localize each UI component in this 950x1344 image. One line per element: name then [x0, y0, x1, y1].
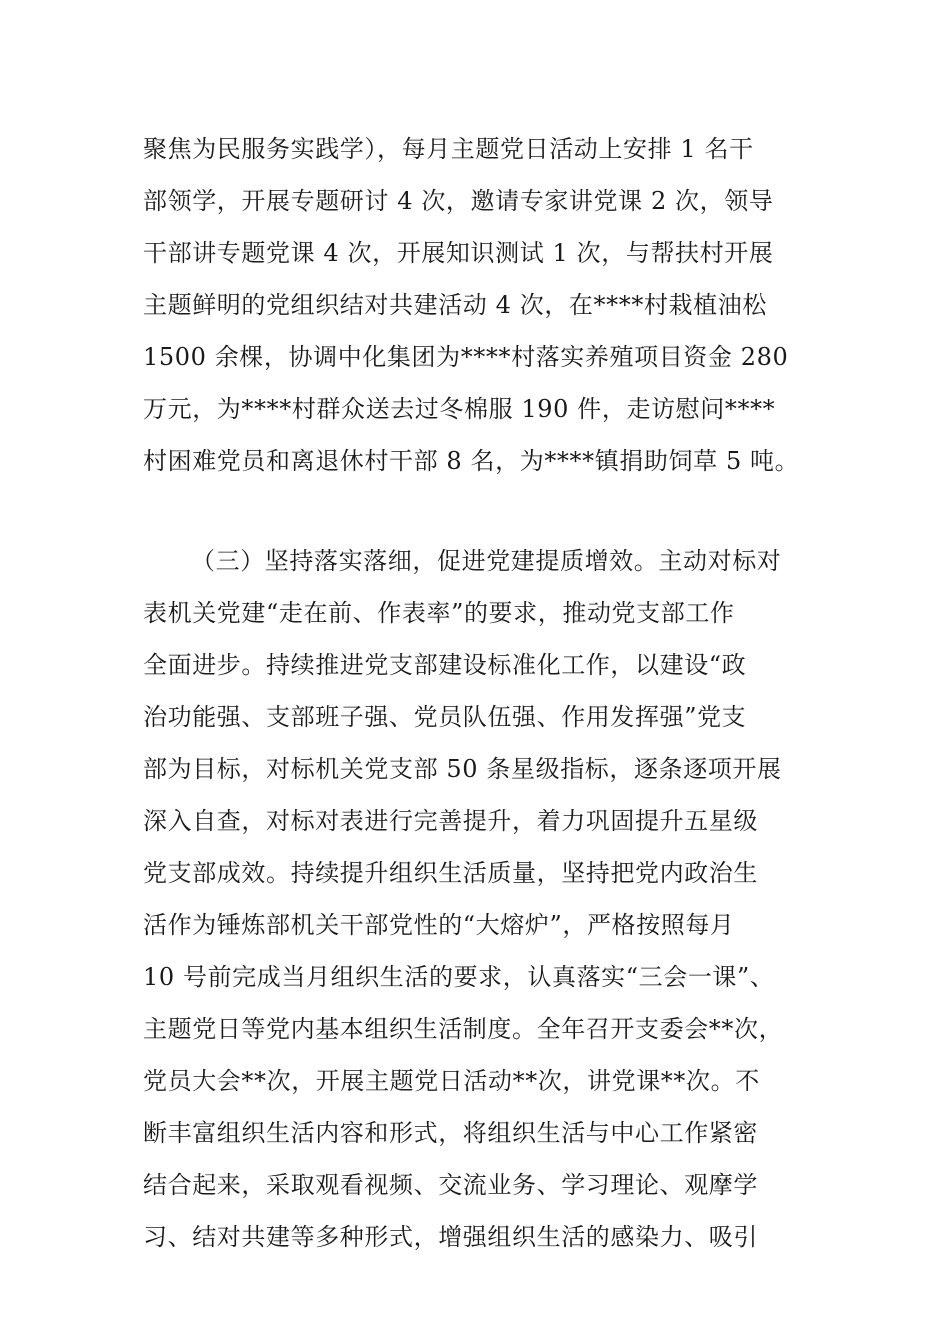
paragraph-line: 活作为锤炼部机关干部党性的“大熔炉”，严格按照每月 — [143, 911, 735, 939]
paragraph-line: 主题党日等党内基本组织生活制度。全年召开支委会**次， — [143, 1015, 784, 1043]
paragraph-line: 10 号前完成当月组织生活的要求，认真落实“三会一课”、 — [143, 963, 775, 991]
paragraph-line: 表机关党建“走在前、作表率”的要求，推动党支部工作 — [143, 599, 735, 627]
paragraph-line: 治功能强、支部班子强、党员队伍强、作用发挥强”党支 — [143, 703, 747, 731]
paragraph-line: 村困难党员和离退休村干部 8 名，为****镇捐助饲草 5 吨。 — [143, 447, 800, 475]
paragraph-line: 部领学，开展专题研讨 4 次，邀请专家讲党课 2 次，领导 — [143, 187, 774, 215]
paragraph-line: 1500 余棵，协调中化集团为****村落实养殖项目资金 280 — [143, 343, 789, 371]
paragraph-line: 全面进步。持续推进党支部建设标准化工作，以建设“政 — [143, 651, 747, 679]
paragraph-line: 习、结对共建等多种形式，增强组织生活的感染力、吸引 — [143, 1223, 758, 1251]
section-heading-line: （三）坚持落实落细，促进党建提质增效。主动对标对 — [191, 547, 782, 575]
paragraph-line: 党员大会**次，开展主题党日活动**次，讲党课**次。不 — [143, 1067, 760, 1095]
paragraph-line: 干部讲专题党课 4 次，开展知识测试 1 次，与帮扶村开展 — [143, 239, 774, 267]
paragraph-line: 结合起来，采取观看视频、交流业务、学习理论、观摩学 — [143, 1171, 758, 1199]
paragraph-line: 党支部成效。持续提升组织生活质量，坚持把党内政治生 — [143, 859, 758, 887]
paragraph-line: 断丰富组织生活内容和形式，将组织生活与中心工作紧密 — [143, 1119, 758, 1147]
paragraph-line: 主题鲜明的党组织结对共建活动 4 次，在****村栽植油松 — [143, 291, 767, 319]
paragraph-line: 部为目标，对标机关党支部 50 条星级指标，逐条逐项开展 — [143, 755, 782, 783]
paragraph-line: 深入自查，对标对表进行完善提升，着力巩固提升五星级 — [143, 807, 758, 835]
paragraph-line: 万元，为****村群众送去过冬棉服 190 件，走访慰问**** — [143, 395, 776, 423]
paragraph-line: 聚焦为民服务实践学），每月主题党日活动上安排 1 名干 — [143, 135, 754, 163]
